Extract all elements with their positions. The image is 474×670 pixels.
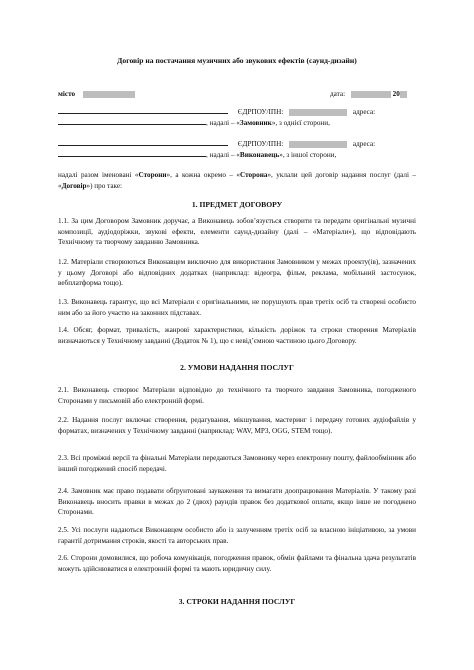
party2-name-field[interactable] (58, 139, 228, 146)
party2-tail-pre: , надалі – « (206, 151, 240, 159)
paragraph: 2.1. Виконавець створює Матеріали відповідно до технічного та творчого завдання Замовника, погодженого Сторонами у письмовій або електронній формі. (58, 386, 416, 405)
party2-edrpou-label: ЄДРПОУ/ІПН: (237, 140, 284, 148)
city-field[interactable] (83, 91, 135, 98)
intro-text-2: », а кожна окремо – « (166, 171, 240, 179)
intro-paragraph (58, 170, 416, 191)
party1-role: Замовник (239, 119, 272, 127)
intro-text-1: надалі разом іменовані « (58, 171, 139, 179)
party2-address-field[interactable] (58, 150, 206, 157)
city-line (58, 89, 135, 100)
document-title: Договір на постачання музичних або звукових ефектів (саунд-дизайн) (117, 56, 357, 65)
intro-text-4: ») про таке: (86, 181, 123, 190)
party1-address-field[interactable] (58, 118, 206, 125)
paragraph: 1.2. Матеріали створюються Виконавцем виключно для використання Замовником у межах проекту(ів), зазначених у цьому Договорі або відповідних додатках (наприклад: відеогра, фільм, реклама, мобільний застосунок, вебплатформа тощо). (58, 258, 416, 288)
paragraph: 2.2. Надання послуг включає створення, редагування, мікшування, мастеринг і передачу готових аудіофайлів у форматах, визначених у Технічному завданні (наприклад: WAV, MP3, OGG, STEM тощо). (58, 416, 416, 435)
party1-address-label: адреса: (352, 108, 376, 116)
date-label: дата: (330, 90, 346, 98)
paragraph: 1.1. За цим Договором Замовник доручає, а Виконавець зобов’язується створити та передати оригінальні музичні композиції, аудіодоріжки, звукові ефекти, елементи саунд-дизайну (далі – «Матеріали»), що відповідають Технічному та творчому завданню Замовника. (58, 217, 416, 247)
paragraph: 2.3. Всі проміжні версії та фінальні Матеріали передаються Замовнику через електронну пошту, файлообмінник або інший погоджений спосіб передачі. (58, 454, 416, 473)
paragraph: 1.4. Обсяг, формат, тривалість, жанрові характеристики, кількість доріжок та строки створення Матеріалів визначаються у Технічному завданні (Додаток № 1), що є невід’ємною частиною цього Договору. (58, 326, 416, 345)
party1-name-field[interactable] (58, 107, 228, 114)
date-year: 20 (392, 90, 400, 98)
paragraph: 2.5. Усі послуги надаються Виконавцем особисто або із залученням третіх осіб за власною ініціативою, за умови гарантії дотримання строків, якості та авторських прав. (58, 526, 416, 545)
year-field[interactable] (400, 91, 407, 98)
party1-line1 (58, 107, 418, 118)
intro-side: Сторона (240, 171, 268, 179)
intro-contract: Договір (61, 181, 87, 190)
party2-line1 (58, 139, 418, 150)
intro-text-3: », уклали цей договір надання послуг (далі – « (58, 171, 416, 190)
section-title: 2. УМОВИ НАДАННЯ ПОСЛУГ (180, 363, 294, 372)
intro-sides: Сторони (138, 171, 167, 179)
party2-role: Виконавець (239, 151, 280, 159)
party1-tail-pre: , надалі – « (206, 119, 240, 127)
party2-line2 (58, 150, 418, 161)
party1-line2 (58, 118, 418, 129)
party2-edrpou-field[interactable] (289, 141, 347, 148)
paragraph: 1.3. Виконавець гарантує, що всі Матеріали є оригінальними, не порушують прав третіх осіб та створені особисто ним або за його участю на законних підставах. (58, 298, 416, 317)
section-title: 1. ПРЕДМЕТ ДОГОВОРУ (191, 200, 283, 209)
paragraph: 2.4. Замовник має право подавати обґрунтовані зауваження та вимагати доопрацювання Матеріалів. У такому разі Виконавець вносить правки в межах до 2 (двох) раундів правок без додаткової оплати, якщо інше не погоджено Сторонами. (58, 487, 416, 517)
date-field[interactable] (351, 91, 391, 98)
date-line (330, 89, 407, 100)
section-title: 3. СТРОКИ НАДАННЯ ПОСЛУГ (178, 597, 296, 606)
party1-edrpou-field[interactable] (289, 109, 347, 116)
party1-tail-post: », з однієї сторони, (271, 119, 330, 127)
city-label: місто (58, 90, 76, 98)
paragraph: 2.6. Сторони домовилися, що робоча комунікація, погодження правок, обмін файлами та фінальна здача результатів можуть здійснюватися в електронній формі та мають юридичну силу. (58, 554, 416, 573)
party2-address-label: адреса: (352, 140, 376, 148)
party1-edrpou-label: ЄДРПОУ/ІПН: (237, 108, 284, 116)
party2-tail-post: », з іншої сторони, (279, 151, 337, 159)
